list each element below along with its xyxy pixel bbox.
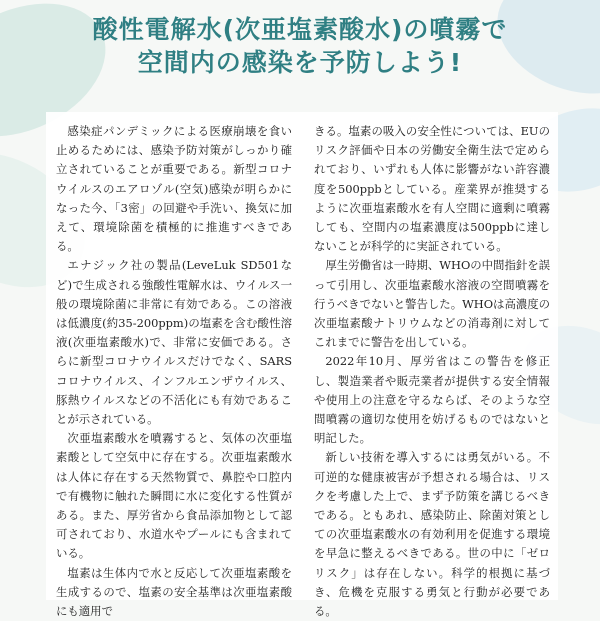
- article-column-left: [56, 122, 292, 621]
- page-title-line-1: 酸性電解水(次亜塩素酸水)の噴霧で: [92, 15, 508, 44]
- paragraph: 塩素は生体内で水と反応して次亜塩素酸を生成するので、塩素の安全基準は次亜塩素酸にも適用で: [56, 565, 292, 619]
- paragraph: 次亜塩素酸水を噴霧すると、気体の次亜塩素酸として空気中に存在する。次亜塩素酸水は人体に存在する天然物質で、鼻腔や口腔内で有機物に触れた瞬間に水に変化する性質がある。また、厚労省から食品添加物として認可されており、水道水やプールにも含まれている。: [56, 431, 292, 561]
- paragraph: 厚生労働省は一時期、WHOの中間指針を誤って引用し、次亜塩素酸水溶液の空間噴霧を行うべきでないと警告した。WHOは高濃度の次亜塩素酸ナトリウムなどの消毒剤に対してこれまでに警告を出している。: [314, 258, 551, 350]
- page-title: [0, 14, 600, 79]
- paragraph: 感染症パンデミックによる医療崩壊を食い止めるためには、感染予防対策がしっかり確立されていることが重要である。新型コロナウイルスのエアロゾル(空気)感染が明らかになった今、「3密」の回避や手洗い、換気に加えて、環境除菌を積極的に推進すべきである。: [56, 124, 292, 254]
- paragraph: きる。塩素の吸入の安全性については、EUのリスク評価や日本の労働安全衛生法で定められており、いずれも人体に影響がない許容濃度を500ppbとしている。産業界が推奨するように次亜塩素酸水を有人空間に適剰に噴霧しても、空間内の塩素濃度は500ppbに達しないことが科学的に実証されている。: [314, 124, 550, 254]
- paragraph: 2022年10月、厚労省はこの警告を修正し、製造業者や販売業者が提供する安全情報や使用上の注意を守るならば、そのような空間噴霧の適切な使用を妨げるものではないと明記した。: [314, 354, 550, 446]
- paragraph: エナジック社の製品(LeveLuk SD501など)で生成される強酸性電解水は、ウイルス一般の環境除菌に非常に有効である。この溶液は低濃度(約35-200ppm)の塩素を含む酸性溶液(次亜塩素酸水)で、非常に安価である。さらに新型コロナウイルスだけでなく、SARSコロナウイルス、インフルエンザウイルス、豚熱ウイルスなどの不活化にも有効であることが示されている。: [56, 258, 292, 427]
- article-column-right: [314, 122, 550, 621]
- paragraph: 新しい技術を導入するには勇気がいる。不可逆的な健康被害が予想される場合は、リスクを考慮した上で、まず予防策を講じるべきである。ともあれ、感染防止、除菌対策としての次亜塩素酸水の有効利用を促進する環境を早急に整えるべきである。世の中に「ゼロリスク」は存在しない。科学的根拠に基づき、危機を克服する勇気と行動が必要である。: [314, 450, 550, 619]
- page-title-line-2: 空間内の感染を予防しよう!: [137, 47, 463, 77]
- article-panel: [46, 112, 558, 619]
